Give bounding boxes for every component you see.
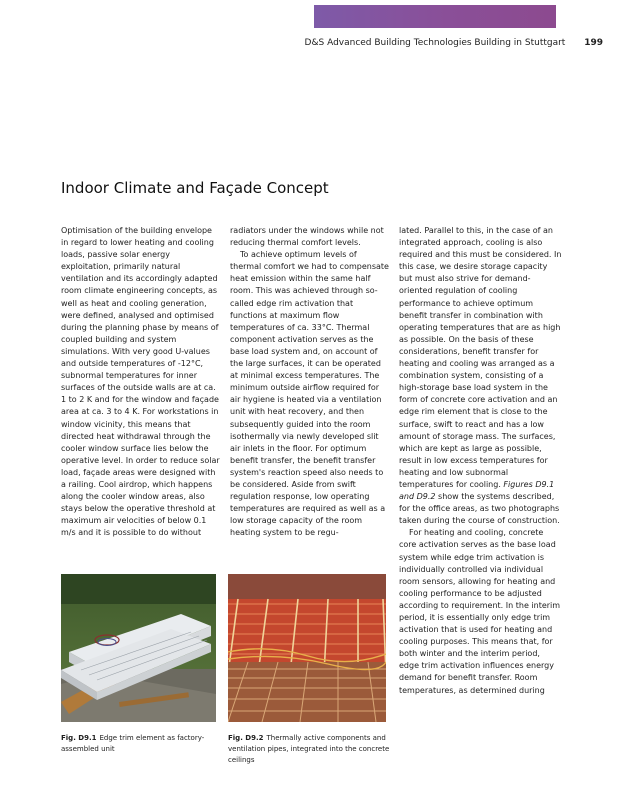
figure-label: Fig. D9.1 <box>61 734 97 742</box>
paragraph: For heating and cooling, concrete core activation serves as the base load system while edge trim activation is individually controlled via individual room sensors, allowing for heating and cooling performance to be adjusted according to requirement. In the interim period, it is essentially only edge trim activation that is used for heating and cooling purposes. This means that, for both winter and the interim period, edge trim activation influences energy demand for benefit transfer. Room temperatures, as determined during <box>399 528 561 695</box>
figure-caption <box>228 733 393 766</box>
figure-reference: Figures D9.1 and D9.2 <box>399 479 555 502</box>
page-number: 199 <box>584 38 603 48</box>
caption-text: Thermally active components and ventilation pipes, integrated into the concrete ceilings <box>228 734 390 764</box>
edge-trim-photo-icon <box>61 574 216 722</box>
paragraph-text: lated. Parallel to this, in the case of an integrated approach, cooling is also required and this must be considered. In this case, we desire storage capacity but must also strive for demand-oriented regulation of cooling performance to achieve optimum benefit transfer in combination with operating temperatures that are as high as possible. On the basis of these considerations, benefit transfer for heating and cooling was arranged as a combination system, consisting of a high-storage base load system in the form of concrete core activation and an edge rim element that is close to the surface, swift to react and has a low amount of storage mass. The surfaces, which are kept as large as possible, result in low excess temperatures for heating and low subnormal temperatures for cooling. <box>399 226 562 489</box>
figure-caption <box>61 733 221 755</box>
paragraph: radiators under the windows while not reducing thermal comfort levels. <box>230 226 384 248</box>
concrete-ceiling-photo-icon <box>228 574 386 722</box>
header-accent-bar <box>314 5 556 28</box>
paragraph-text: show the systems described, for the office areas, as two photographs taken during the course of construction. <box>399 492 560 526</box>
paragraph: Optimisation of the building envelope in regard to lower heating and cooling loads, passive solar energy exploitation, primarily natural ventilation and its accordingly adapted room climate engineering concepts, as well as heat and cooling generation, were defined, analysed and optimised during the planning phase by means of coupled building and system simulations. With very good U-values and outside temperatures of -12°C, subnormal temperatures for inner surfaces of the outside walls are at ca. 1 to 2 K and for the window and façade area at ca. 3 to 4 K. For workstations in window vicinity, this means that directed heat withdrawal through the cooler window surface lies below the operative level. In order to reduce solar load, façade areas were designed with a railing. Cool airdrop, which happens along the cooler window areas, also stays below the operative threshold at maximum air velocities of below 0.1 m/s and it is possible to do without <box>61 226 220 538</box>
text-column-2 <box>230 225 390 539</box>
paragraph <box>399 225 562 527</box>
text-column-3 <box>399 225 562 697</box>
text-column-1 <box>61 225 221 539</box>
section-title: Indoor Climate and Façade Concept <box>61 179 329 197</box>
running-title: D&S Advanced Building Technologies Building in Stuttgart <box>304 38 566 48</box>
caption-text: Edge trim element as factory-assembled unit <box>61 734 205 753</box>
paragraph: To achieve optimum levels of thermal comfort we had to compensate heat emission within the same half room. This was achieved through so-called edge rim activation that functions at maximum flow temperatures of ca. 33°C. Thermal component activation serves as the base load system and, on account of the large surfaces, it can be operated at minimal excess temperatures. The minimum outside airflow required for air hygiene is heated via a ventilation unit with heat recovery, and then subsequently guided into the room isothermally via newly developed slit air inlets in the floor. For optimum benefit transfer, the benefit transfer system's reaction speed also needs to be considered. Aside from swift regulation response, low operating temperatures are required as well as a low storage capacity of the room heating system to be regu- <box>230 250 389 538</box>
figure-d9-2-photo <box>228 574 386 722</box>
figure-d9-1-photo <box>61 574 216 722</box>
figure-label: Fig. D9.2 <box>228 734 264 742</box>
running-header <box>250 38 603 48</box>
